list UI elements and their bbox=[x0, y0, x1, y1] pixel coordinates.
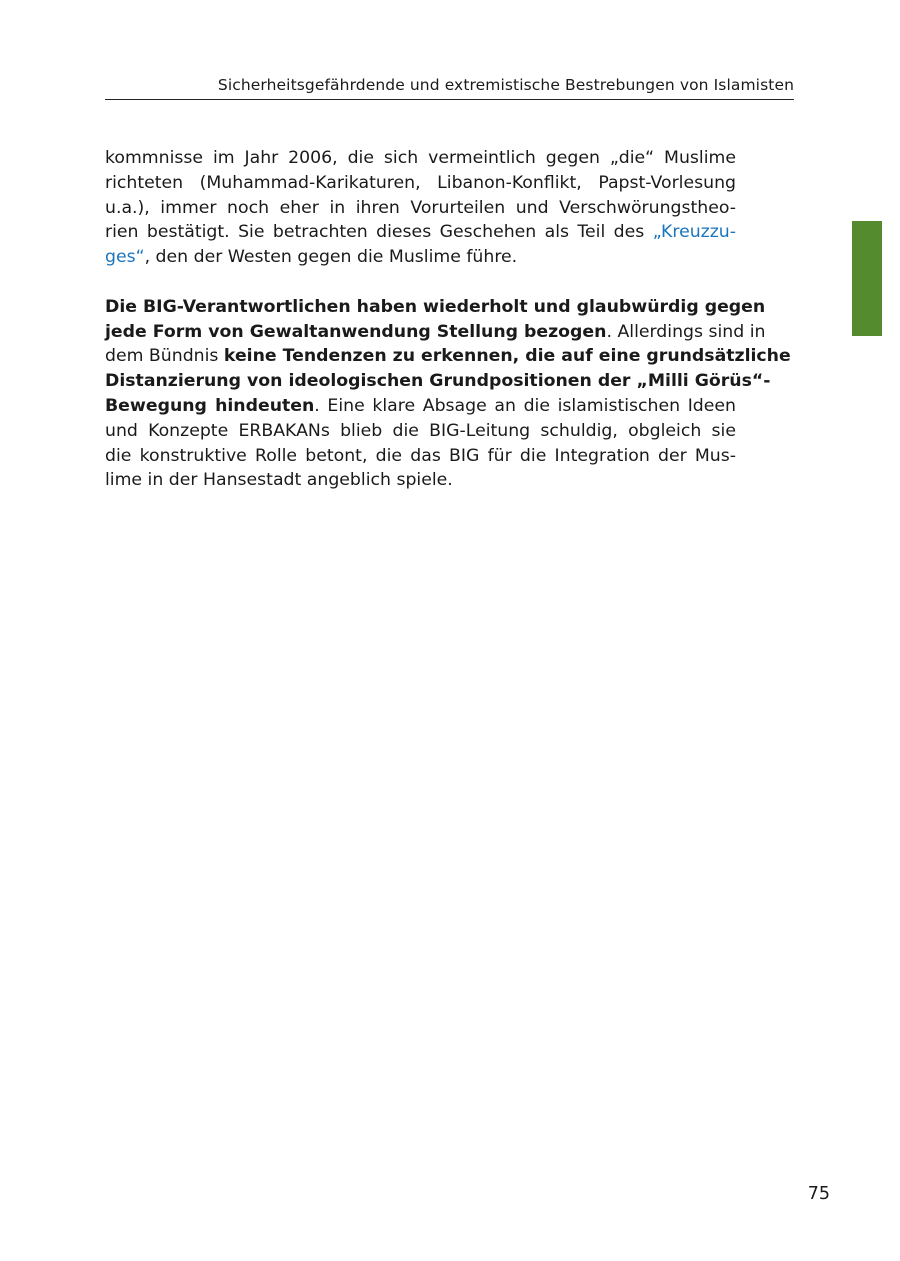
header-rule bbox=[105, 99, 794, 100]
text-segment: . Eine klare Absage an die islamistischen Ideen bbox=[314, 395, 736, 416]
text-line bbox=[105, 344, 791, 369]
running-header: Sicherheitsgefährdende und extremistische Bestrebungen von Islamisten bbox=[217, 76, 794, 94]
text-line: lime in der Hansestadt angeblich spiele. bbox=[105, 470, 453, 491]
text-segment: rien bestätigt. Sie betrachten dieses Geschehen als Teil des bbox=[105, 222, 653, 243]
bold-text-segment: keine Tendenzen zu erkennen, die auf eine grundsätzliche bbox=[223, 346, 791, 367]
text-line bbox=[105, 394, 736, 419]
bold-text-line: Distanzierung von ideologischen Grundpositionen der „Milli Görüs“- bbox=[105, 371, 771, 392]
paragraph-1 bbox=[105, 146, 736, 270]
bold-text-segment: jede Form von Gewaltanwendung Stellung bezogen bbox=[105, 321, 607, 342]
text-line: kommnisse im Jahr 2006, die sich vermeintlich gegen „die“ Muslime bbox=[105, 148, 736, 168]
text-line bbox=[105, 320, 766, 345]
chapter-tab-marker bbox=[852, 221, 882, 336]
body-text bbox=[105, 146, 791, 518]
paragraph-2 bbox=[105, 295, 791, 493]
kreuzzug-link-continued[interactable]: ges“ bbox=[105, 247, 145, 268]
text-line bbox=[105, 220, 736, 245]
text-line: die konstruktive Rolle betont, die das BIG für die Integration der Mus- bbox=[105, 445, 736, 466]
text-line: u.a.), immer noch eher in ihren Vorurteilen und Verschwörungstheo- bbox=[105, 197, 736, 218]
text-segment: . Allerdings sind in bbox=[606, 321, 766, 342]
kreuzzug-link[interactable]: „Kreuzzu- bbox=[652, 222, 736, 243]
bold-text-segment: Bewegung hindeuten bbox=[105, 395, 315, 416]
text-line bbox=[105, 245, 736, 270]
text-segment: , den der Westen gegen die Muslime führe. bbox=[144, 247, 518, 268]
text-segment: dem Bündnis bbox=[105, 346, 224, 367]
bold-text-line: Die BIG-Verantwortlichen haben wiederholt und glaubwürdig gegen bbox=[105, 296, 766, 317]
page-number: 75 bbox=[807, 1184, 830, 1204]
text-line: richteten (Muhammad-Karikaturen, Libanon-Konflikt, Papst-Vorlesung bbox=[105, 172, 736, 193]
text-line: und Konzepte ERBAKANs blieb die BIG-Leitung schuldig, obgleich sie bbox=[105, 420, 736, 441]
